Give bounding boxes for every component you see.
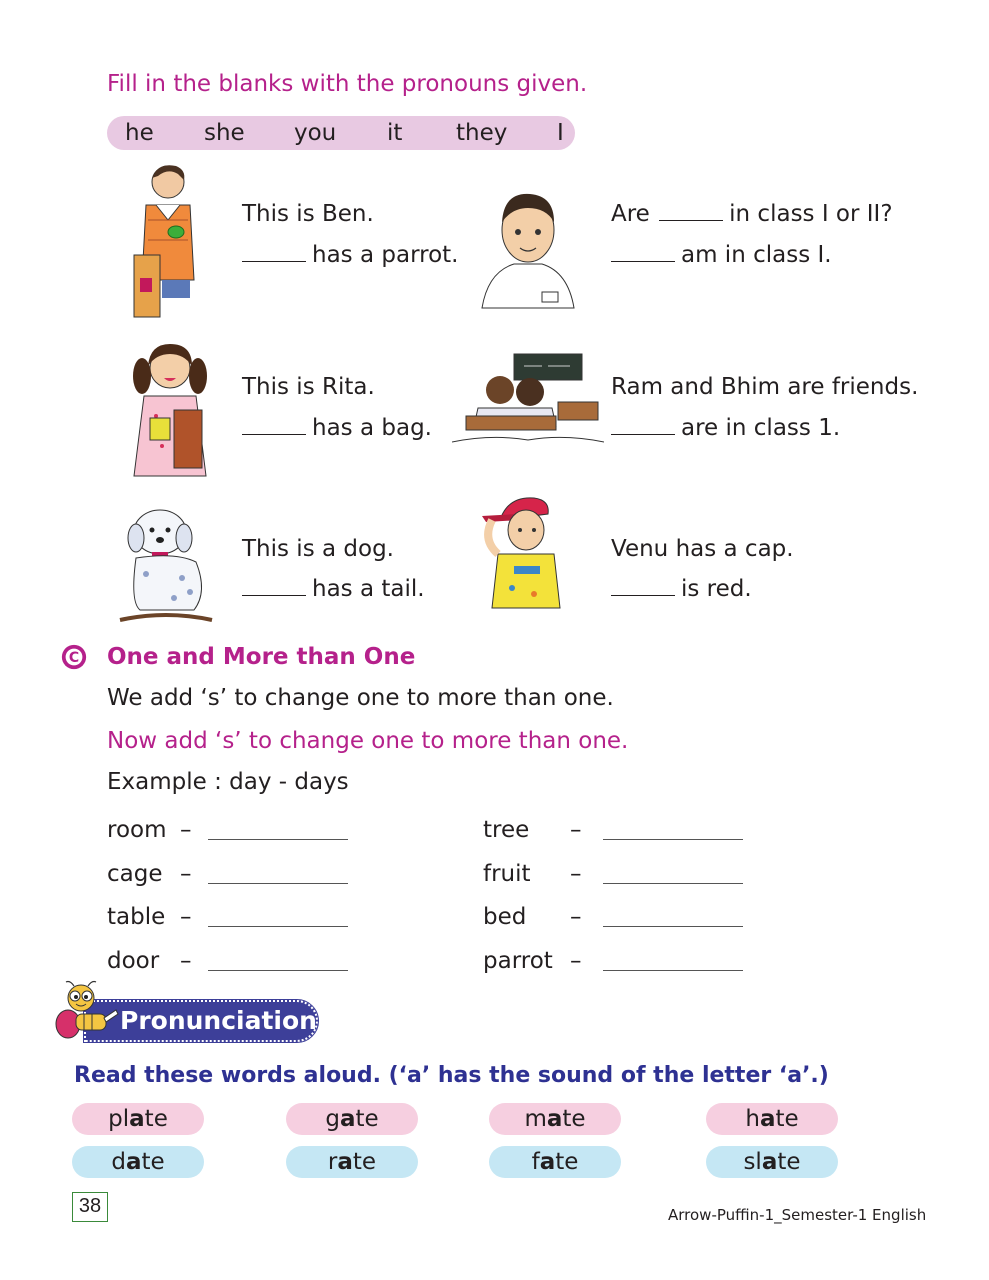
bee-mascot-icon xyxy=(54,980,124,1048)
pronoun-it: it xyxy=(387,120,403,146)
blank-field[interactable] xyxy=(242,243,306,262)
pronoun-they: they xyxy=(456,120,508,146)
answer-line[interactable] xyxy=(208,970,348,971)
dash: – xyxy=(570,817,582,843)
answer-line[interactable] xyxy=(208,839,348,840)
pronoun-i: I xyxy=(557,120,564,146)
blank-field[interactable] xyxy=(611,416,675,435)
dash: – xyxy=(180,948,192,974)
blank-field[interactable] xyxy=(659,202,723,221)
word-parrot: parrot xyxy=(483,948,553,974)
word-pill-mate: mate xyxy=(489,1103,621,1135)
girl-with-bag-illustration xyxy=(126,336,218,481)
section-c-heading: One and More than One xyxy=(107,644,416,670)
item2-line1: Are in class I or II? xyxy=(611,201,893,227)
dash: – xyxy=(180,817,192,843)
dash: – xyxy=(570,948,582,974)
word-pill-hate: hate xyxy=(706,1103,838,1135)
answer-line[interactable] xyxy=(603,970,743,971)
book-title-footer: Arrow-Puffin-1_Semester-1 English xyxy=(668,1206,927,1224)
answer-line[interactable] xyxy=(603,883,743,884)
word-pill-plate: plate xyxy=(72,1103,204,1135)
word-cage: cage xyxy=(107,861,163,887)
word-bed: bed xyxy=(483,904,527,930)
page-number: 38 xyxy=(72,1192,108,1222)
pronoun-you: you xyxy=(294,120,337,146)
item6-line2: is red. xyxy=(611,575,752,603)
pronunciation-title: Pronunciation xyxy=(120,1006,317,1035)
section-c-icon xyxy=(60,643,88,671)
item1-line1: This is Ben. xyxy=(242,201,374,227)
word-tree: tree xyxy=(483,817,530,843)
dog-illustration xyxy=(116,502,216,624)
pronunciation-instruction: Read these words aloud. (‘a’ has the sound of the letter ‘a’.) xyxy=(74,1063,829,1088)
dash: – xyxy=(180,904,192,930)
word-door: door xyxy=(107,948,160,974)
section-c-instruction: Now add ‘s’ to change one to more than one. xyxy=(107,728,629,754)
boy-with-parrot-illustration xyxy=(128,160,208,325)
answer-line[interactable] xyxy=(208,926,348,927)
section-c-rule: We add ‘s’ to change one to more than one. xyxy=(107,685,614,711)
answer-line[interactable] xyxy=(603,839,743,840)
word-pill-fate: fate xyxy=(489,1146,621,1178)
word-pill-rate: rate xyxy=(286,1146,418,1178)
word-pill-slate: slate xyxy=(706,1146,838,1178)
item2-line2: am in class I. xyxy=(611,241,832,269)
dash: – xyxy=(180,861,192,887)
pronoun-word-bank xyxy=(107,116,575,150)
word-room: room xyxy=(107,817,167,843)
section-c-letter: C xyxy=(68,650,80,667)
item4-line1: Ram and Bhim are friends. xyxy=(611,374,919,400)
item3-line2: has a bag. xyxy=(242,414,432,442)
item6-line1: Venu has a cap. xyxy=(611,536,794,562)
blank-field[interactable] xyxy=(611,577,675,596)
blank-field[interactable] xyxy=(242,416,306,435)
pronoun-she: she xyxy=(204,120,245,146)
dash: – xyxy=(570,861,582,887)
boy-with-cap-illustration xyxy=(478,490,576,620)
exercise-instruction: Fill in the blanks with the pronouns given. xyxy=(107,71,588,97)
section-c-example: Example : day - days xyxy=(107,769,349,795)
answer-line[interactable] xyxy=(603,926,743,927)
blank-field[interactable] xyxy=(611,243,675,262)
word-pill-gate: gate xyxy=(286,1103,418,1135)
item1-line2: has a parrot. xyxy=(242,241,458,269)
word-fruit: fruit xyxy=(483,861,531,887)
word-pill-date: date xyxy=(72,1146,204,1178)
pronoun-he: he xyxy=(125,120,154,146)
classroom-illustration xyxy=(452,350,604,444)
dash: – xyxy=(570,904,582,930)
answer-line[interactable] xyxy=(208,883,348,884)
item3-line1: This is Rita. xyxy=(242,374,375,400)
blank-field[interactable] xyxy=(242,577,306,596)
item5-line2: has a tail. xyxy=(242,575,425,603)
boy-portrait-illustration xyxy=(478,180,578,310)
item4-line2: are in class 1. xyxy=(611,414,840,442)
word-table: table xyxy=(107,904,166,930)
item5-line1: This is a dog. xyxy=(242,536,394,562)
